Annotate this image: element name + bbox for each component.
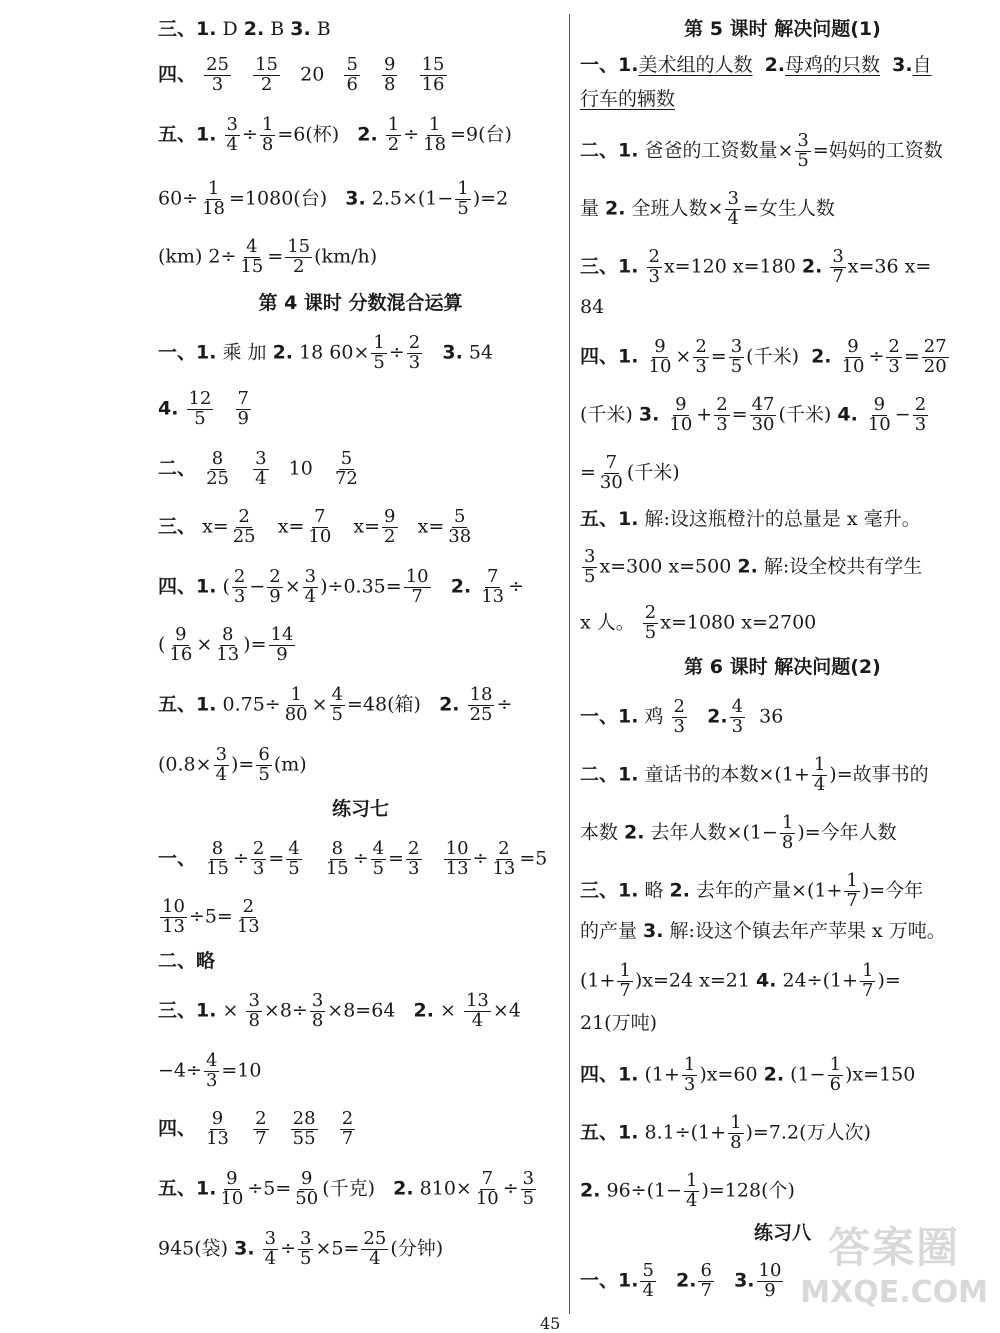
answer-line: (千米) 3. $\frac{9}{10}$ + $\frac{2}{3}$ = $\frac{47}{30}$ (千米) 4. $\frac{9}{10}$ − $\frac{2}{3}$: [580, 394, 927, 435]
fraction: $\frac{5}{38}$: [448, 506, 472, 547]
fraction: $\frac{2}{9}$: [269, 566, 281, 607]
fraction: $\frac{1}{3}$: [683, 1054, 696, 1095]
fraction: $\frac{4}{15}$: [240, 236, 264, 277]
answer-line: −4÷ $\frac{4}{3}$ =10: [158, 1050, 262, 1091]
fraction: $\frac{2}{3}$: [888, 336, 900, 377]
answer-line: 三、 x= $\frac{2}{25}$ x= $\frac{7}{10}$ x= $\frac{9}{2}$ x= $\frac{5}{38}$: [158, 506, 472, 547]
answer-line: x 人。 $\frac{2}{5}$ x=1080 x=2700: [580, 602, 817, 643]
fraction: $\frac{1}{6}$: [829, 1054, 842, 1095]
fraction: $\frac{7}{10}$: [308, 506, 332, 547]
fraction: $\frac{9}{8}$: [384, 54, 396, 95]
section-heading: 第 5 课时 解决问题(1): [684, 18, 881, 40]
fraction: $\frac{1}{18}$: [423, 114, 447, 155]
fraction: $\frac{2}{7}$: [341, 1108, 354, 1149]
answer-line: 一、1.美术组的人数 2.母鸡的只数 3.自: [580, 54, 932, 76]
fraction: $\frac{5}{4}$: [642, 1260, 654, 1301]
fraction: $\frac{12}{5}$: [188, 388, 212, 429]
fraction: $\frac{15}{2}$: [287, 236, 311, 277]
fraction: $\frac{1}{5}$: [457, 178, 469, 219]
fraction: $\frac{4}{5}$: [372, 838, 385, 879]
fraction: $\frac{15}{2}$: [255, 54, 278, 95]
fraction: $\frac{9}{10}$: [867, 394, 891, 435]
fraction: $\frac{6}{7}$: [700, 1260, 712, 1301]
section-heading: 练习七: [331, 798, 389, 820]
answer-line: 2. 96÷(1− $\frac{1}{4}$ )=128(个): [580, 1170, 795, 1211]
answer-line: 四、1. ( $\frac{2}{3}$ − $\frac{2}{9}$ × $\frac{3}{4}$ )÷0.35= $\frac{10}{7}$ 2. $\frac{7}{13}$ ÷: [158, 566, 525, 607]
answer-line: 五、1. $\frac{3}{4}$ ÷ $\frac{1}{8}$ =6(杯) 2. $\frac{1}{2}$ ÷ $\frac{1}{18}$ =9(台): [158, 114, 512, 155]
fraction: $\frac{3}{4}$: [264, 1228, 277, 1269]
fraction: $\frac{9}{13}$: [206, 1108, 229, 1149]
answer-line: 4. $\frac{12}{5}$ $\frac{7}{9}$: [158, 388, 249, 429]
answer-line: = $\frac{7}{30}$ (千米): [580, 452, 680, 493]
answer-line: 五、1. $\frac{9}{10}$ ÷5= $\frac{9}{50}$ (千克) 2. 810× $\frac{7}{10}$ ÷ $\frac{3}{5}$: [158, 1168, 535, 1209]
fraction: $\frac{3}{5}$: [584, 546, 596, 587]
fraction: $\frac{1}{18}$: [202, 178, 226, 219]
fraction: $\frac{2}{25}$: [232, 506, 256, 547]
fraction: $\frac{6}{5}$: [258, 744, 270, 785]
fraction: $\frac{4}{5}$: [331, 684, 343, 725]
fraction: $\frac{2}{3}$: [673, 696, 685, 737]
fraction: $\frac{7}{13}$: [481, 566, 505, 607]
fraction: $\frac{7}{30}$: [599, 452, 623, 493]
fraction: $\frac{10}{7}$: [405, 566, 429, 607]
fraction: $\frac{3}{8}$: [311, 990, 324, 1031]
fraction: $\frac{1}{4}$: [813, 754, 826, 795]
answer-line: 本数 2. 去年人数×(1− $\frac{1}{8}$ )=今年人数: [580, 812, 897, 853]
fraction: $\frac{9}{16}$: [169, 624, 193, 665]
answer-line: 60÷ $\frac{1}{18}$ =1080(台) 3. 2.5×(1− $\frac{1}{5}$ )=2: [158, 178, 509, 219]
answer-line: $\frac{10}{13}$ ÷5= $\frac{2}{13}$: [162, 896, 260, 937]
fraction: $\frac{9}{10}$: [841, 336, 865, 377]
fraction: $\frac{4}{3}$: [205, 1050, 218, 1091]
fraction: $\frac{3}{4}$: [215, 744, 228, 785]
fraction: $\frac{1}{8}$: [261, 114, 274, 155]
fraction: $\frac{8}{13}$: [216, 624, 240, 665]
fraction: $\frac{2}{3}$: [408, 838, 420, 879]
fraction: $\frac{1}{7}$: [619, 960, 631, 1001]
fraction: $\frac{3}{4}$: [226, 114, 238, 155]
answer-line: (0.8× $\frac{3}{4}$ )= $\frac{6}{5}$ (m): [158, 744, 307, 785]
fraction: $\frac{2}{3}$: [716, 394, 728, 435]
answer-line: 三、1. 略 2. 去年的产量×(1+ $\frac{1}{7}$ )=今年: [580, 870, 924, 911]
fraction: $\frac{2}{3}$: [648, 246, 660, 287]
answer-line: 五、1. 0.75÷ $\frac{1}{80}$ × $\frac{4}{5}$ =48(箱) 2. $\frac{18}{25}$ ÷: [158, 684, 513, 725]
fraction: $\frac{15}{16}$: [421, 54, 445, 95]
answer-line: 二、略: [158, 950, 216, 972]
answer-line: 84: [580, 296, 605, 318]
fraction: $\frac{28}{55}$: [292, 1108, 316, 1149]
fraction: $\frac{1}{7}$: [862, 960, 874, 1001]
fraction: $\frac{18}{25}$: [469, 684, 493, 725]
fraction: $\frac{2}{3}$: [914, 394, 927, 435]
fraction: $\frac{9}{50}$: [295, 1168, 319, 1209]
answer-line: 一、1. 鸡 $\frac{2}{3}$ 2. $\frac{4}{3}$ 36: [580, 696, 784, 737]
fraction: $\frac{2}{13}$: [236, 896, 260, 937]
fraction: $\frac{2}{3}$: [233, 566, 246, 607]
answer-line: (1+ $\frac{1}{7}$ )x=24 x=21 4. 24÷(1+ $\frac{1}{7}$ )=: [580, 960, 901, 1001]
fraction: $\frac{9}{10}$: [669, 394, 693, 435]
fraction: $\frac{1}{8}$: [781, 812, 794, 853]
fraction: $\frac{9}{10}$: [220, 1168, 244, 1209]
fraction: $\frac{1}{8}$: [730, 1112, 742, 1153]
fraction: $\frac{1}{2}$: [387, 114, 400, 155]
fraction: $\frac{2}{3}$: [252, 838, 265, 879]
fraction: $\frac{7}{10}$: [475, 1168, 499, 1209]
column-divider: [569, 14, 570, 1314]
fraction: $\frac{3}{8}$: [248, 990, 260, 1031]
answer-line: 五、1. 解:设这瓶橙汁的总量是 x 毫升。: [580, 508, 921, 530]
answer-line: 一、1. 乘 加 2. 18 60× $\frac{1}{5}$ ÷ $\frac{2}{3}$ 3. 54: [158, 332, 494, 373]
fraction: $\frac{2}{3}$: [695, 336, 707, 377]
answer-line: 二、1. 童话书的本数×(1+ $\frac{1}{4}$ )=故事书的: [580, 754, 929, 795]
fraction: $\frac{8}{15}$: [325, 838, 349, 879]
fraction: $\frac{3}{5}$: [730, 336, 743, 377]
answer-line: 一、1. $\frac{5}{4}$ 2. $\frac{6}{7}$ 3. $\frac{10}{9}$: [580, 1260, 782, 1301]
fraction: $\frac{10}{13}$: [445, 838, 469, 879]
watermark-logo: 答案圈: [828, 1223, 961, 1272]
fraction: $\frac{2}{7}$: [255, 1108, 267, 1149]
page-number: 45: [540, 1314, 561, 1333]
fraction: $\frac{14}{9}$: [270, 624, 294, 665]
answer-line: (km) 2÷ $\frac{4}{15}$ = $\frac{15}{2}$ (km/h): [158, 236, 378, 277]
answer-line: 四、1. $\frac{9}{10}$ × $\frac{2}{3}$ = $\frac{3}{5}$ (千米) 2. $\frac{9}{10}$ ÷ $\frac{2}{3}$ = $\frac{27}{20}$: [580, 336, 947, 377]
answer-line: ( $\frac{9}{16}$ × $\frac{8}{13}$ )= $\frac{14}{9}$: [158, 624, 294, 665]
section-heading: 练习八: [753, 1222, 811, 1244]
fraction: $\frac{4}{3}$: [731, 696, 744, 737]
answer-line: 945(袋) 3. $\frac{3}{4}$ ÷ $\frac{3}{5}$ ×5= $\frac{25}{4}$ (分钟): [158, 1228, 444, 1269]
answer-line: 四、 $\frac{25}{3}$ $\frac{15}{2}$ 20 $\frac{5}{6}$ $\frac{9}{8}$ $\frac{15}{16}$: [158, 54, 445, 95]
fraction: $\frac{1}{4}$: [686, 1170, 698, 1211]
fraction: $\frac{3}{5}$: [797, 130, 809, 171]
fraction: $\frac{3}{4}$: [727, 188, 739, 229]
fraction: $\frac{9}{2}$: [384, 506, 396, 547]
fraction: $\frac{4}{5}$: [288, 838, 300, 879]
fraction: $\frac{3}{4}$: [255, 448, 267, 489]
fraction: $\frac{2}{3}$: [408, 332, 421, 373]
fraction: $\frac{9}{10}$: [648, 336, 672, 377]
fraction: $\frac{3}{7}$: [832, 246, 844, 287]
fraction: $\frac{1}{5}$: [373, 332, 385, 373]
fraction: $\frac{25}{3}$: [206, 54, 229, 95]
answer-line: 三、1. $\frac{2}{3}$ x=120 x=180 2. $\frac{3}{7}$ x=36 x=: [580, 246, 932, 287]
fraction: $\frac{3}{5}$: [522, 1168, 535, 1209]
fraction: $\frac{2}{13}$: [492, 838, 516, 879]
answer-line: 三、1. D 2. B 3. B: [158, 18, 331, 40]
answer-line: 21(万吨): [580, 1012, 658, 1034]
answer-line: 行车的辆数: [580, 88, 676, 110]
fraction: $\frac{5}{72}$: [334, 448, 358, 489]
fraction: $\frac{1}{80}$: [284, 684, 308, 725]
fraction: $\frac{8}{25}$: [206, 448, 229, 489]
fraction: $\frac{10}{13}$: [162, 896, 185, 937]
fraction: $\frac{47}{30}$: [751, 394, 775, 435]
fraction: $\frac{3}{5}$: [300, 1228, 312, 1269]
fraction: $\frac{13}{4}$: [465, 990, 489, 1031]
fraction: $\frac{25}{4}$: [363, 1228, 387, 1269]
fraction: $\frac{10}{9}$: [758, 1260, 782, 1301]
answer-line: 二、 $\frac{8}{25}$ $\frac{3}{4}$ 10 $\frac{5}{72}$: [158, 448, 358, 489]
fraction: $\frac{1}{7}$: [846, 870, 858, 911]
answer-line: 四、 $\frac{9}{13}$ $\frac{2}{7}$ $\frac{28}{55}$ $\frac{2}{7}$: [158, 1108, 354, 1149]
answer-line: 三、1. × $\frac{3}{8}$ ×8÷ $\frac{3}{8}$ ×8=64 2. × $\frac{13}{4}$ ×4: [158, 990, 521, 1031]
fraction: $\frac{3}{4}$: [304, 566, 317, 607]
answer-line: 四、1. (1+ $\frac{1}{3}$ )x=60 2. (1− $\frac{1}{6}$ )x=150: [580, 1054, 916, 1095]
watermark-url: MXQE.COM: [800, 1275, 988, 1310]
fraction: $\frac{5}{6}$: [346, 54, 358, 95]
answer-line: 的产量 3. 解:设这个镇去年产苹果 x 万吨。: [580, 920, 946, 942]
fraction: $\frac{7}{9}$: [237, 388, 249, 429]
fraction: $\frac{8}{15}$: [206, 838, 229, 879]
answer-line: 量 2. 全班人数× $\frac{3}{4}$ =女生人数: [580, 188, 835, 229]
answer-line: $\frac{3}{5}$ x=300 x=500 2. 解:设全校共有学生: [584, 546, 923, 587]
answer-line: 五、1. 8.1÷(1+ $\frac{1}{8}$ )=7.2(万人次): [580, 1112, 871, 1153]
answer-line: 一、 $\frac{8}{15}$ ÷ $\frac{2}{3}$ = $\frac{4}{5}$ $\frac{8}{15}$ ÷ $\frac{4}{5}$ = $\frac{2}{3}$ $\frac{10}{13}$ ÷ $\frac{2}{13}$ =5: [158, 838, 548, 879]
section-heading: 第 4 课时 分数混合运算: [258, 292, 463, 314]
fraction: $\frac{27}{20}$: [923, 336, 947, 377]
answer-line: 二、1. 爸爸的工资数量× $\frac{3}{5}$ =妈妈的工资数: [580, 130, 943, 171]
fraction: $\frac{2}{5}$: [644, 602, 657, 643]
section-heading: 第 6 课时 解决问题(2): [684, 656, 881, 678]
watermark: [800, 1215, 988, 1310]
